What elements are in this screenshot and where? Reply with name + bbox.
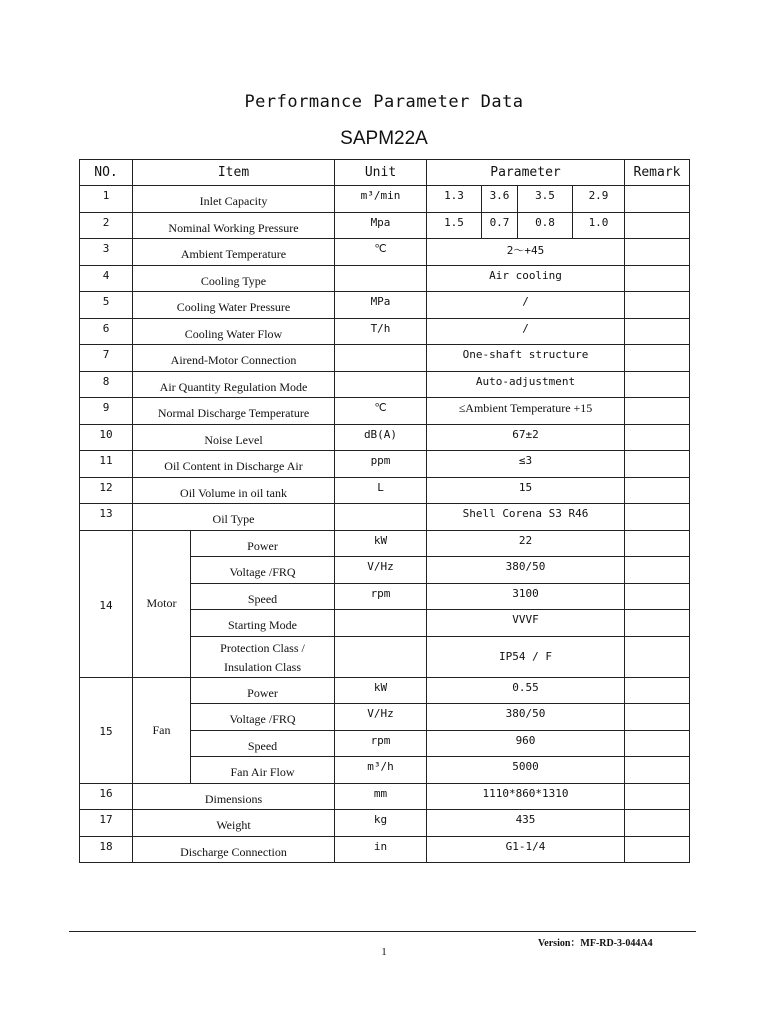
motor-item xyxy=(191,636,335,677)
row-remark xyxy=(625,318,690,345)
table-row xyxy=(80,398,690,425)
motor-param: 3100 xyxy=(427,583,625,610)
motor-row xyxy=(80,530,690,557)
table-row xyxy=(80,504,690,531)
motor-param: 22 xyxy=(427,530,625,557)
row-param: Shell Corena S3 R46 xyxy=(427,504,625,531)
row-item: Normal Discharge Temperature xyxy=(133,398,335,425)
row-remark xyxy=(625,557,690,584)
row-no: 1 xyxy=(80,186,133,213)
row-unit: m³/min xyxy=(335,186,427,213)
motor-param: 380/50 xyxy=(427,557,625,584)
table-row xyxy=(80,424,690,451)
motor-unit xyxy=(335,610,427,637)
row-remark xyxy=(625,292,690,319)
row-unit: ℃ xyxy=(335,239,427,266)
row-remark xyxy=(625,239,690,266)
row-item: Oil Type xyxy=(133,504,335,531)
motor-item: Speed xyxy=(191,583,335,610)
row-param: ≤3 xyxy=(427,451,625,478)
row-remark xyxy=(625,371,690,398)
row-remark xyxy=(625,730,690,757)
row-remark xyxy=(625,424,690,451)
fan-item: Power xyxy=(191,677,335,704)
row-param: / xyxy=(427,318,625,345)
table-row xyxy=(80,239,690,266)
row-remark xyxy=(625,530,690,557)
row-no: 4 xyxy=(80,265,133,292)
fan-item: Fan Air Flow xyxy=(191,757,335,784)
table-row xyxy=(80,836,690,863)
row-remark xyxy=(625,757,690,784)
table-row xyxy=(80,810,690,837)
param-cell: 3.5 xyxy=(518,186,573,213)
motor-unit xyxy=(335,636,427,677)
fan-unit: m³/h xyxy=(335,757,427,784)
row-remark xyxy=(625,783,690,810)
motor-label: Motor xyxy=(133,530,191,677)
row-item: Airend-Motor Connection xyxy=(133,345,335,372)
table-row xyxy=(80,477,690,504)
row-item: Oil Volume in oil tank xyxy=(133,477,335,504)
header-unit: Unit xyxy=(335,160,427,186)
row-unit: L xyxy=(335,477,427,504)
table-header-row xyxy=(80,160,690,186)
row-no: 12 xyxy=(80,477,133,504)
row-unit xyxy=(335,345,427,372)
row-remark xyxy=(625,212,690,239)
header-item: Item xyxy=(133,160,335,186)
motor-item: Power xyxy=(191,530,335,557)
fan-unit: kW xyxy=(335,677,427,704)
fan-param: 380/50 xyxy=(427,704,625,731)
row-unit: ppm xyxy=(335,451,427,478)
table-row xyxy=(80,783,690,810)
row-no: 3 xyxy=(80,239,133,266)
row-no: 16 xyxy=(80,783,133,810)
row-item: Noise Level xyxy=(133,424,335,451)
param-cell: 3.6 xyxy=(482,186,518,213)
motor-item-line2: Insulation Class xyxy=(224,659,301,674)
motor-param: IP54 / F xyxy=(427,636,625,677)
row-no: 11 xyxy=(80,451,133,478)
row-no: 17 xyxy=(80,810,133,837)
row-no: 18 xyxy=(80,836,133,863)
row-no: 5 xyxy=(80,292,133,319)
row-unit xyxy=(335,504,427,531)
fan-item: Voltage /FRQ xyxy=(191,704,335,731)
row-unit xyxy=(335,265,427,292)
footer-divider xyxy=(69,931,696,932)
row-remark xyxy=(625,677,690,704)
row-item: Air Quantity Regulation Mode xyxy=(133,371,335,398)
row-unit: in xyxy=(335,836,427,863)
table-row xyxy=(80,451,690,478)
row-remark xyxy=(625,451,690,478)
parameter-table xyxy=(79,159,690,863)
table-row xyxy=(80,265,690,292)
row-param: ≤Ambient Temperature +15 xyxy=(427,398,625,425)
fan-row xyxy=(80,677,690,704)
fan-param: 5000 xyxy=(427,757,625,784)
param-cell: 0.7 xyxy=(482,212,518,239)
row-param: 2～+45 xyxy=(427,239,625,266)
row-item: Oil Content in Discharge Air xyxy=(133,451,335,478)
row-remark xyxy=(625,836,690,863)
motor-unit: rpm xyxy=(335,583,427,610)
header-no: NO. xyxy=(80,160,133,186)
document-title: Performance Parameter Data xyxy=(244,92,524,112)
row-unit: ℃ xyxy=(335,398,427,425)
row-no: 6 xyxy=(80,318,133,345)
model-name: SAPM22A xyxy=(340,128,428,149)
header-parameter: Parameter xyxy=(427,160,625,186)
fan-label: Fan xyxy=(133,677,191,783)
motor-param: VVVF xyxy=(427,610,625,637)
row-remark xyxy=(625,583,690,610)
row-unit: kg xyxy=(335,810,427,837)
row-remark xyxy=(625,265,690,292)
row-remark xyxy=(625,398,690,425)
row-no: 8 xyxy=(80,371,133,398)
row-item: Inlet Capacity xyxy=(133,186,335,213)
table-row xyxy=(80,371,690,398)
row-unit: dB(A) xyxy=(335,424,427,451)
row-unit: Mpa xyxy=(335,212,427,239)
row-remark xyxy=(625,610,690,637)
row-param: 67±2 xyxy=(427,424,625,451)
row-param: / xyxy=(427,292,625,319)
row-remark xyxy=(625,186,690,213)
param-cell: 1.0 xyxy=(573,212,625,239)
row-item: Discharge Connection xyxy=(133,836,335,863)
row-remark xyxy=(625,504,690,531)
param-cell: 0.8 xyxy=(518,212,573,239)
row-param: 1110*860*1310 xyxy=(427,783,625,810)
motor-item: Starting Mode xyxy=(191,610,335,637)
row-no: 9 xyxy=(80,398,133,425)
table-row xyxy=(80,186,690,213)
row-no: 10 xyxy=(80,424,133,451)
row-unit: mm xyxy=(335,783,427,810)
row-item: Cooling Water Flow xyxy=(133,318,335,345)
row-no: 7 xyxy=(80,345,133,372)
table-row xyxy=(80,318,690,345)
param-cell: 1.5 xyxy=(427,212,482,239)
row-param: One-shaft structure xyxy=(427,345,625,372)
fan-no: 15 xyxy=(80,677,133,783)
row-item: Ambient Temperature xyxy=(133,239,335,266)
fan-param: 960 xyxy=(427,730,625,757)
row-remark xyxy=(625,345,690,372)
row-item: Cooling Water Pressure xyxy=(133,292,335,319)
table-row xyxy=(80,345,690,372)
header-remark: Remark xyxy=(625,160,690,186)
row-unit: T/h xyxy=(335,318,427,345)
row-param: Auto-adjustment xyxy=(427,371,625,398)
row-remark xyxy=(625,636,690,677)
row-no: 2 xyxy=(80,212,133,239)
row-param: Air cooling xyxy=(427,265,625,292)
row-param: 15 xyxy=(427,477,625,504)
param-cell: 1.3 xyxy=(427,186,482,213)
row-remark xyxy=(625,810,690,837)
fan-unit: rpm xyxy=(335,730,427,757)
row-item: Dimensions xyxy=(133,783,335,810)
row-remark xyxy=(625,704,690,731)
row-item: Cooling Type xyxy=(133,265,335,292)
motor-unit: kW xyxy=(335,530,427,557)
row-param: G1-1/4 xyxy=(427,836,625,863)
page-number: 1 xyxy=(381,946,387,958)
row-item: Weight xyxy=(133,810,335,837)
row-unit: MPa xyxy=(335,292,427,319)
motor-unit: V/Hz xyxy=(335,557,427,584)
fan-unit: V/Hz xyxy=(335,704,427,731)
row-unit xyxy=(335,371,427,398)
row-param: 435 xyxy=(427,810,625,837)
row-remark xyxy=(625,477,690,504)
table-row xyxy=(80,292,690,319)
motor-no: 14 xyxy=(80,530,133,677)
fan-param: 0.55 xyxy=(427,677,625,704)
row-item: Nominal Working Pressure xyxy=(133,212,335,239)
row-no: 13 xyxy=(80,504,133,531)
motor-item: Voltage /FRQ xyxy=(191,557,335,584)
motor-item-line1: Protection Class / xyxy=(220,640,305,655)
version-label: Version：MF-RD-3-044A4 xyxy=(538,938,653,949)
table-row xyxy=(80,212,690,239)
fan-item: Speed xyxy=(191,730,335,757)
param-cell: 2.9 xyxy=(573,186,625,213)
